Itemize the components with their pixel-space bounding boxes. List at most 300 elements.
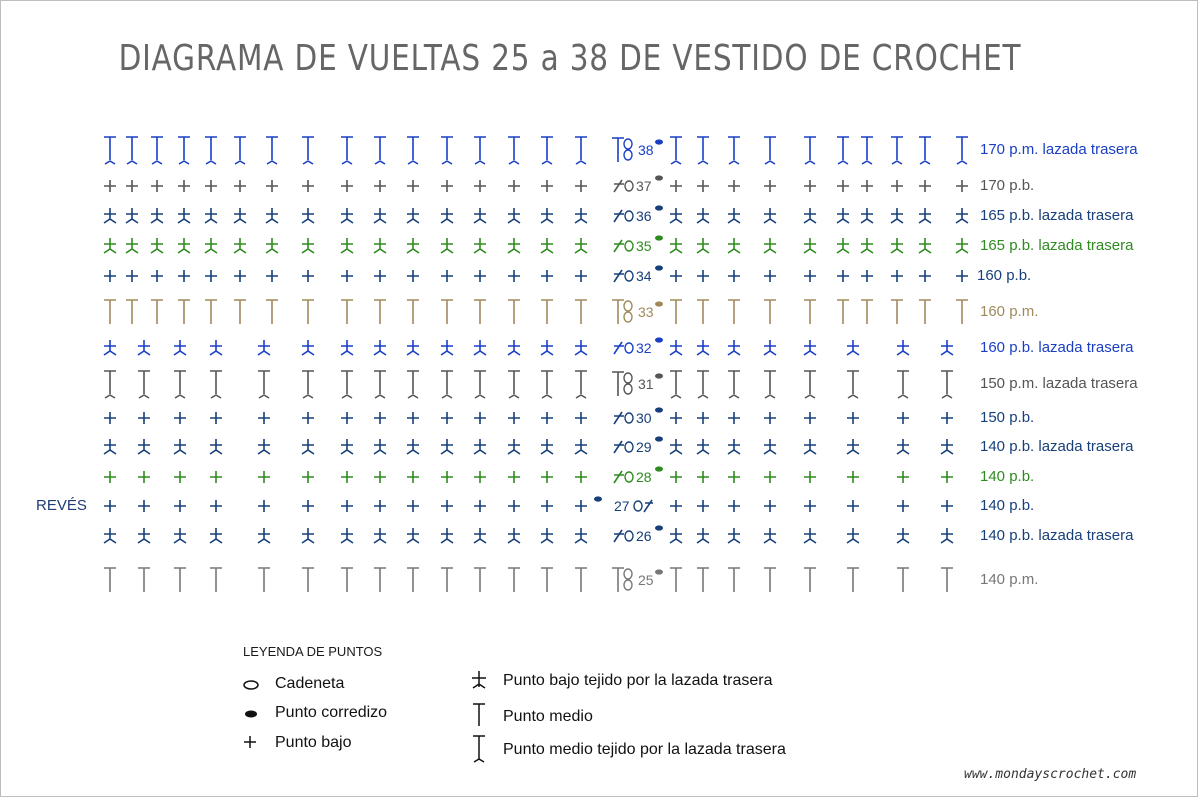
stitch-mark (575, 137, 587, 164)
stitch-mark (891, 270, 903, 282)
stitch-mark (508, 568, 520, 592)
stitch-mark (919, 238, 931, 253)
stitch-mark (575, 528, 587, 543)
stitch-mark (508, 500, 520, 512)
stitch-mark (126, 137, 138, 164)
stitch-mark (210, 568, 222, 592)
stitch-mark (670, 340, 682, 355)
turning-chain-mark (612, 300, 632, 324)
stitch-mark (474, 500, 486, 512)
stitch-mark (697, 439, 709, 454)
stitch-mark (804, 500, 816, 512)
stitch-mark (258, 500, 270, 512)
stitch-mark (847, 500, 859, 512)
stitch-mark (670, 270, 682, 282)
stitch-mark (374, 180, 386, 192)
stitch-mark (697, 238, 709, 253)
stitch-mark (728, 500, 740, 512)
stitch-mark (670, 528, 682, 543)
stitch-mark (541, 340, 553, 355)
stitch-mark (728, 300, 740, 324)
stitch-mark (104, 270, 116, 282)
stitch-mark (266, 300, 278, 324)
stitch-mark (861, 208, 873, 223)
stitch-mark (541, 471, 553, 483)
round-number: 25 (638, 572, 654, 588)
round-number: 26 (636, 528, 652, 544)
stitch-mark (897, 412, 909, 424)
stitch-mark (210, 340, 222, 355)
stitch-mark (151, 300, 163, 324)
stitch-mark (541, 270, 553, 282)
stitch-mark (302, 208, 314, 223)
row-description: 170 p.m. lazada trasera (980, 141, 1138, 158)
stitch-mark (891, 300, 903, 324)
stitch-mark (541, 528, 553, 543)
stitch-mark (138, 340, 150, 355)
stitch-mark (210, 371, 222, 398)
stitch-mark (205, 208, 217, 223)
stitch-mark (104, 471, 116, 483)
stitch-mark (941, 568, 953, 592)
stitch-mark (151, 180, 163, 192)
back-loop-single-crochet-icon (470, 669, 488, 691)
stitch-mark (919, 180, 931, 192)
round-number: 28 (636, 469, 652, 485)
stitch-mark (919, 270, 931, 282)
row-description: 140 p.b. (980, 497, 1035, 514)
stitch-mark (474, 471, 486, 483)
stitch-mark (258, 568, 270, 592)
stitch-mark (508, 208, 520, 223)
stitch-mark (575, 238, 587, 253)
stitch-mark (374, 439, 386, 454)
stitch-mark (764, 238, 776, 253)
stitch-mark (670, 180, 682, 192)
stitch-mark (728, 371, 740, 398)
stitch-mark (541, 371, 553, 398)
stitch-mark (897, 371, 909, 398)
stitch-mark (407, 568, 419, 592)
stitch-mark (138, 500, 150, 512)
stitch-mark (697, 208, 709, 223)
stitch-mark (374, 238, 386, 253)
stitch-mark (104, 371, 116, 398)
stitch-mark (764, 371, 776, 398)
stitch-mark (104, 208, 116, 223)
stitch-mark (804, 300, 816, 324)
stitch-mark (670, 500, 682, 512)
slip-stitch-dot (655, 436, 663, 441)
stitch-mark (847, 568, 859, 592)
stitch-mark (541, 500, 553, 512)
slip-stitch-dot (655, 569, 663, 574)
stitch-mark (804, 471, 816, 483)
stitch-mark (728, 137, 740, 164)
stitch-mark (956, 180, 968, 192)
stitch-mark (956, 238, 968, 253)
stitch-mark (234, 180, 246, 192)
slip-stitch-dot (655, 205, 663, 210)
stitch-mark (266, 180, 278, 192)
stitch-mark (441, 500, 453, 512)
stitch-mark (697, 471, 709, 483)
stitch-mark (258, 528, 270, 543)
stitch-mark (374, 270, 386, 282)
reves-label: REVÉS (36, 497, 87, 514)
stitch-mark (138, 439, 150, 454)
stitch-row-35 (104, 235, 968, 254)
stitch-mark (837, 137, 849, 164)
stitch-mark (151, 238, 163, 253)
stitch-mark (575, 412, 587, 424)
stitch-mark (837, 208, 849, 223)
stitch-mark (474, 528, 486, 543)
stitch-mark (374, 137, 386, 164)
row-description: 160 p.b. lazada trasera (980, 339, 1134, 356)
stitch-mark (697, 137, 709, 164)
stitch-mark (407, 180, 419, 192)
stitch-mark (341, 412, 353, 424)
round-number: 31 (638, 376, 654, 392)
stitch-mark (441, 300, 453, 324)
stitch-mark (474, 300, 486, 324)
slip-stitch-dot (655, 235, 663, 240)
stitch-mark (474, 208, 486, 223)
stitch-mark (670, 439, 682, 454)
stitch-mark (266, 137, 278, 164)
stitch-mark (302, 137, 314, 164)
stitch-mark (575, 439, 587, 454)
stitch-mark (541, 238, 553, 253)
slip-stitch-dot (655, 265, 663, 270)
stitch-mark (441, 528, 453, 543)
stitch-mark (126, 208, 138, 223)
stitch-mark (174, 528, 186, 543)
stitch-mark (764, 300, 776, 324)
stitch-mark (258, 412, 270, 424)
stitch-mark (508, 439, 520, 454)
stitch-mark (374, 300, 386, 324)
stitch-mark (174, 371, 186, 398)
stitch-mark (941, 439, 953, 454)
stitch-mark (374, 500, 386, 512)
stitch-mark (670, 371, 682, 398)
stitch-mark (374, 412, 386, 424)
stitch-mark (302, 528, 314, 543)
round-number: 34 (636, 268, 652, 284)
stitch-mark (956, 300, 968, 324)
stitch-mark (302, 439, 314, 454)
stitch-mark (441, 412, 453, 424)
stitch-mark (174, 412, 186, 424)
stitch-mark (575, 340, 587, 355)
stitch-mark (258, 340, 270, 355)
stitch-mark (341, 340, 353, 355)
stitch-mark (541, 439, 553, 454)
slip-stitch-dot (655, 373, 663, 378)
stitch-mark (302, 471, 314, 483)
stitch-row-25 (104, 568, 953, 592)
stitch-mark (341, 439, 353, 454)
stitch-mark (847, 371, 859, 398)
row-description: 160 p.m. (980, 303, 1039, 320)
stitch-mark (847, 439, 859, 454)
stitch-mark (764, 137, 776, 164)
stitch-mark (728, 180, 740, 192)
stitch-mark (941, 471, 953, 483)
stitch-mark (178, 137, 190, 164)
stitch-mark (104, 180, 116, 192)
stitch-mark (302, 180, 314, 192)
stitch-mark (374, 340, 386, 355)
stitch-mark (697, 371, 709, 398)
stitch-mark (441, 439, 453, 454)
round-number: 36 (636, 208, 652, 224)
stitch-mark (541, 300, 553, 324)
turning-chain-mark (614, 240, 633, 252)
stitch-mark (575, 180, 587, 192)
stitch-mark (474, 412, 486, 424)
stitch-mark (941, 371, 953, 398)
stitch-mark (302, 340, 314, 355)
turning-chain-mark (614, 441, 633, 453)
stitch-row-28 (104, 466, 953, 485)
stitch-mark (302, 238, 314, 253)
stitch-mark (151, 208, 163, 223)
slip-stitch-dot (655, 407, 663, 412)
stitch-mark (575, 371, 587, 398)
stitch-mark (764, 500, 776, 512)
row-description: 150 p.m. lazada trasera (980, 375, 1138, 392)
stitch-mark (138, 471, 150, 483)
stitch-mark (861, 180, 873, 192)
stitch-mark (508, 528, 520, 543)
stitch-mark (341, 471, 353, 483)
stitch-mark (210, 500, 222, 512)
stitch-mark (104, 137, 116, 164)
round-number: 35 (636, 238, 652, 254)
stitch-mark (670, 568, 682, 592)
stitch-mark (178, 238, 190, 253)
stitch-mark (205, 238, 217, 253)
stitch-mark (847, 412, 859, 424)
stitch-mark (441, 180, 453, 192)
stitch-mark (670, 300, 682, 324)
stitch-mark (804, 568, 816, 592)
stitch-mark (897, 500, 909, 512)
stitch-mark (104, 300, 116, 324)
slip-stitch-dot (655, 301, 663, 306)
stitch-mark (508, 270, 520, 282)
diagram-title: DIAGRAMA DE VUELTAS 25 a 38 DE VESTIDO DE CROCHET (118, 38, 1022, 79)
stitch-mark (697, 412, 709, 424)
stitch-mark (407, 238, 419, 253)
stitch-mark (341, 180, 353, 192)
stitch-mark (728, 439, 740, 454)
stitch-row-29 (104, 436, 953, 455)
stitch-mark (670, 238, 682, 253)
stitch-mark (341, 270, 353, 282)
stitch-mark (897, 528, 909, 543)
stitch-row-32 (104, 337, 953, 356)
stitch-mark (508, 180, 520, 192)
stitch-mark (407, 371, 419, 398)
stitch-mark (407, 270, 419, 282)
stitch-mark (234, 300, 246, 324)
stitch-mark (474, 137, 486, 164)
stitch-row-37 (104, 175, 968, 194)
turning-chain-mark (612, 372, 632, 396)
stitch-mark (804, 208, 816, 223)
row-description: 170 p.b. (980, 177, 1035, 194)
stitch-mark (956, 208, 968, 223)
stitch-mark (210, 412, 222, 424)
stitch-row-38 (104, 137, 968, 164)
stitch-mark (697, 180, 709, 192)
stitch-mark (441, 208, 453, 223)
stitch-mark (837, 300, 849, 324)
stitch-mark (897, 340, 909, 355)
stitch-mark (861, 238, 873, 253)
stitch-mark (341, 568, 353, 592)
stitch-mark (234, 270, 246, 282)
stitch-mark (302, 371, 314, 398)
stitch-mark (441, 137, 453, 164)
row-description: 140 p.b. lazada trasera (980, 438, 1134, 455)
stitch-mark (764, 528, 776, 543)
stitch-mark (508, 471, 520, 483)
stitch-mark (474, 371, 486, 398)
stitch-mark (764, 270, 776, 282)
slip-stitch-dot (655, 175, 663, 180)
stitch-mark (764, 471, 776, 483)
stitch-mark (138, 371, 150, 398)
turning-chain-mark (614, 270, 633, 282)
stitch-mark (474, 180, 486, 192)
slip-stitch-icon (243, 708, 259, 720)
stitch-mark (266, 208, 278, 223)
stitch-row-33 (104, 300, 968, 324)
stitch-mark (804, 528, 816, 543)
stitch-mark (508, 137, 520, 164)
stitch-mark (575, 568, 587, 592)
row-description: 140 p.b. (980, 468, 1035, 485)
stitch-mark (302, 500, 314, 512)
stitch-mark (941, 412, 953, 424)
stitch-mark (541, 137, 553, 164)
legend-punto-corredizo: Punto corredizo (275, 704, 388, 721)
stitch-mark (341, 528, 353, 543)
stitch-mark (266, 270, 278, 282)
stitch-row-30 (104, 407, 953, 426)
stitch-mark (341, 371, 353, 398)
stitch-mark (474, 439, 486, 454)
slip-stitch-dot (655, 525, 663, 530)
stitch-mark (407, 340, 419, 355)
stitch-mark (804, 137, 816, 164)
stitch-mark (205, 180, 217, 192)
legend-punto-bajo-lazada: Punto bajo tejido por la lazada trasera (503, 672, 773, 689)
stitch-mark (407, 471, 419, 483)
stitch-mark (104, 340, 116, 355)
stitch-mark (151, 270, 163, 282)
stitch-mark (804, 180, 816, 192)
stitch-mark (407, 412, 419, 424)
stitch-mark (407, 439, 419, 454)
stitch-mark (126, 300, 138, 324)
stitch-mark (441, 340, 453, 355)
slip-stitch-dot (655, 139, 663, 144)
stitch-mark (764, 412, 776, 424)
row-description: 160 p.b. (977, 267, 1032, 284)
stitch-mark (764, 340, 776, 355)
stitch-mark (670, 412, 682, 424)
stitch-mark (205, 270, 217, 282)
stitch-mark (764, 208, 776, 223)
stitch-mark (697, 340, 709, 355)
stitch-mark (178, 180, 190, 192)
stitch-mark (104, 412, 116, 424)
stitch-mark (919, 208, 931, 223)
stitch-mark (138, 412, 150, 424)
turning-chain-mark (614, 342, 633, 354)
stitch-mark (258, 471, 270, 483)
stitch-mark (941, 528, 953, 543)
turning-chain-mark (614, 210, 633, 222)
stitch-mark (575, 300, 587, 324)
stitch-mark (341, 300, 353, 324)
stitch-mark (374, 528, 386, 543)
stitch-mark (178, 208, 190, 223)
stitch-mark (104, 238, 116, 253)
stitch-mark (804, 412, 816, 424)
stitch-mark (764, 439, 776, 454)
stitch-mark (847, 471, 859, 483)
row-description: 150 p.b. (980, 409, 1035, 426)
stitch-mark (956, 270, 968, 282)
stitch-mark (104, 528, 116, 543)
stitch-mark (575, 500, 587, 512)
turning-chain-mark (614, 471, 633, 483)
stitch-mark (174, 568, 186, 592)
stitch-mark (541, 208, 553, 223)
legend-cadeneta: Cadeneta (275, 675, 345, 692)
stitch-mark (341, 500, 353, 512)
stitch-mark (919, 300, 931, 324)
stitch-mark (104, 439, 116, 454)
turning-chain-mark (612, 568, 632, 592)
stitch-mark (407, 300, 419, 324)
turning-chain-mark (634, 500, 653, 512)
slip-stitch-dot (655, 337, 663, 342)
stitch-mark (697, 500, 709, 512)
stitch-mark (508, 340, 520, 355)
stitch-mark (174, 500, 186, 512)
stitch-mark (764, 568, 776, 592)
stitch-mark (374, 208, 386, 223)
stitch-mark (258, 439, 270, 454)
round-number: 27 (614, 498, 630, 514)
stitch-mark (151, 137, 163, 164)
stitch-mark (508, 371, 520, 398)
chain-icon (242, 679, 260, 691)
slip-stitch-dot (655, 466, 663, 471)
stitch-mark (210, 471, 222, 483)
turning-chain-mark (614, 530, 633, 542)
single-crochet-icon (242, 734, 258, 750)
stitch-mark (210, 439, 222, 454)
